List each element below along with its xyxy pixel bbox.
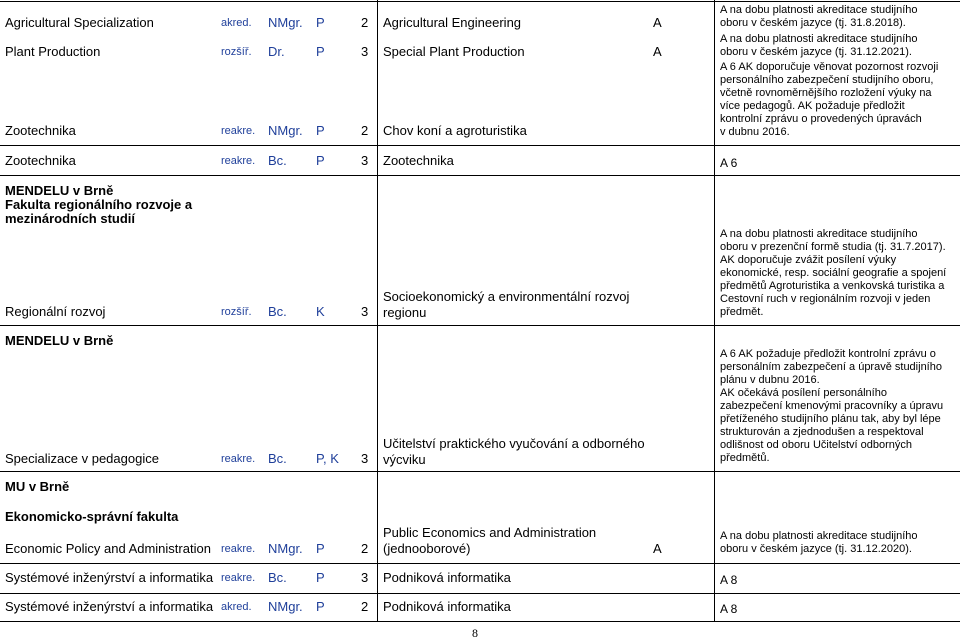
faculty-name: Fakulta regionálního rozvoje a — [5, 197, 193, 212]
program-name: Systémové inženýrství a informatika — [5, 599, 214, 614]
note-line: v dubnu 2016. — [720, 126, 790, 138]
row-divider — [0, 145, 960, 146]
study-years: 3 — [361, 44, 369, 59]
study-form: P — [316, 599, 325, 614]
note-text — [720, 228, 956, 319]
field-name: Public Economics and Administration — [383, 525, 597, 540]
accreditation-type: reakre. — [221, 453, 256, 465]
note-line: oboru v prezenční formě studia (tj. 31.7.2017). — [720, 241, 946, 253]
note-line: více pedagogů. AK požaduje předložit — [720, 100, 905, 112]
note-text — [720, 33, 956, 59]
program-name: Plant Production — [5, 44, 101, 59]
field-name: Podniková informatika — [383, 599, 511, 614]
study-years: 2 — [361, 599, 369, 614]
program-name: Specializace v pedagogice — [5, 451, 159, 466]
note-line: včetně rovnoměrnějšího rozložení výuky na — [720, 87, 932, 99]
row-divider — [0, 563, 960, 564]
result-code: A — [653, 15, 662, 30]
study-form: P — [316, 541, 325, 556]
note-text — [720, 61, 956, 139]
accreditation-type: akred. — [221, 601, 252, 613]
study-form: P — [316, 44, 325, 59]
row-divider — [0, 1, 960, 2]
program-name: Agricultural Specialization — [5, 15, 154, 30]
note-line: plánu v dubnu 2016. — [720, 374, 820, 386]
degree: Bc. — [268, 570, 287, 585]
note-line: A na dobu platnosti akreditace studijního — [720, 4, 918, 16]
program-name: Systémové inženýrství a informatika — [5, 570, 214, 585]
accreditation-type: reakre. — [221, 155, 256, 167]
program-name: Zootechnika — [5, 153, 76, 168]
note-text — [720, 4, 956, 30]
field-name: Chov koní a agroturistika — [383, 123, 527, 138]
note-line: oboru v českém jazyce (tj. 31.12.2020). — [720, 543, 912, 555]
study-form: P — [316, 153, 325, 168]
column-divider — [714, 0, 715, 622]
field-name: Agricultural Engineering — [383, 15, 522, 30]
field-name: Special Plant Production — [383, 44, 525, 59]
study-form: P — [316, 15, 325, 30]
degree: Bc. — [268, 304, 287, 319]
page-number: 8 — [472, 626, 478, 640]
program-name: Zootechnika — [5, 123, 76, 138]
accreditation-type: rozšíř. — [221, 46, 252, 58]
note-line: AK očekává posílení personálního — [720, 387, 887, 399]
study-years: 2 — [361, 541, 369, 556]
field-name: Učitelství praktického vyučování a odborného — [383, 436, 645, 451]
field-name: Socioekonomický a environmentální rozvoj — [383, 289, 630, 304]
study-years: 3 — [361, 153, 369, 168]
degree: NMgr. — [268, 15, 303, 30]
note-line: zabezpečení kmenovými pracovníky a úpravu — [720, 400, 944, 412]
faculty-name: Ekonomicko-správní fakulta — [5, 509, 179, 524]
note-line: personálního zabezpečení studijního oboru, — [720, 74, 934, 86]
accreditation-type: reakre. — [221, 543, 256, 555]
institution-name: MENDELU v Brně — [5, 183, 114, 198]
institution-name: MENDELU v Brně — [5, 333, 114, 348]
faculty-name: mezinárodních studií — [5, 211, 136, 226]
note-line: A na dobu platnosti akreditace studijního — [720, 530, 918, 542]
result-code: A 8 — [720, 602, 738, 616]
field-name: regionu — [383, 305, 427, 320]
note-line: Cestovní ruch v regionálním rozvoji v jeden — [720, 293, 931, 305]
note-text — [720, 530, 956, 556]
row-divider — [0, 471, 960, 472]
note-line: AK doporučuje zvážit posílení výuky — [720, 254, 897, 266]
note-line: odlišnost od oboru Učitelství odborných — [720, 439, 912, 451]
study-form: P, K — [316, 451, 339, 466]
note-line: ekonomické, resp. sociální geografie a spojení — [720, 267, 947, 279]
note-line: A 6 AK doporučuje věnovat pozornost rozvoji — [720, 61, 939, 73]
field-name: Zootechnika — [383, 153, 454, 168]
column-divider — [377, 0, 378, 622]
degree: Dr. — [268, 44, 285, 59]
study-years: 2 — [361, 123, 369, 138]
accreditation-type: reakre. — [221, 572, 256, 584]
note-line: oboru v českém jazyce (tj. 31.8.2018). — [720, 17, 906, 29]
row-divider — [0, 621, 960, 622]
note-line: předmětů Agroturistika a venkovská turistika a — [720, 280, 945, 292]
program-name: Regionální rozvoj — [5, 304, 106, 319]
note-line: předmět. — [720, 306, 764, 318]
note-text — [720, 348, 956, 465]
study-form: P — [316, 570, 325, 585]
degree: Bc. — [268, 153, 287, 168]
institution-name: MU v Brně — [5, 479, 70, 494]
study-form: P — [316, 123, 325, 138]
degree: NMgr. — [268, 599, 303, 614]
note-line: A 6 AK požaduje předložit kontrolní zprávu o — [720, 348, 936, 360]
degree: NMgr. — [268, 541, 303, 556]
row-divider — [0, 325, 960, 326]
degree: Bc. — [268, 451, 287, 466]
note-line: strukturován a zjednodušen a respektoval — [720, 426, 924, 438]
accreditation-type: rozšíř. — [221, 306, 252, 318]
result-code: A 8 — [720, 573, 738, 587]
note-line: předmětů. — [720, 452, 770, 464]
note-line: přetíženého studijního plánu tak, aby byl lépe — [720, 413, 941, 425]
note-line: personálním zabezpečení a úpravě studijního — [720, 361, 942, 373]
row-divider — [0, 593, 960, 594]
study-form: K — [316, 304, 325, 319]
result-code: A — [653, 44, 662, 59]
field-name: výcviku — [383, 452, 426, 467]
accreditation-type: akred. — [221, 17, 252, 29]
study-years: 3 — [361, 570, 369, 585]
study-years: 2 — [361, 15, 369, 30]
result-code: A — [653, 541, 662, 556]
program-name: Economic Policy and Administration — [5, 541, 211, 556]
study-years: 3 — [361, 451, 369, 466]
accreditation-type: reakre. — [221, 125, 256, 137]
degree: NMgr. — [268, 123, 303, 138]
study-years: 3 — [361, 304, 369, 319]
field-name: Podniková informatika — [383, 570, 511, 585]
field-name: (jednooborové) — [383, 541, 471, 556]
note-line: kontrolní zprávu o provedených úpravách — [720, 113, 922, 125]
note-line: A na dobu platnosti akreditace studijního — [720, 33, 918, 45]
result-code: A 6 — [720, 156, 738, 170]
note-line: A na dobu platnosti akreditace studijního — [720, 228, 918, 240]
row-divider — [0, 175, 960, 176]
note-line: oboru v českém jazyce (tj. 31.12.2021). — [720, 46, 912, 58]
